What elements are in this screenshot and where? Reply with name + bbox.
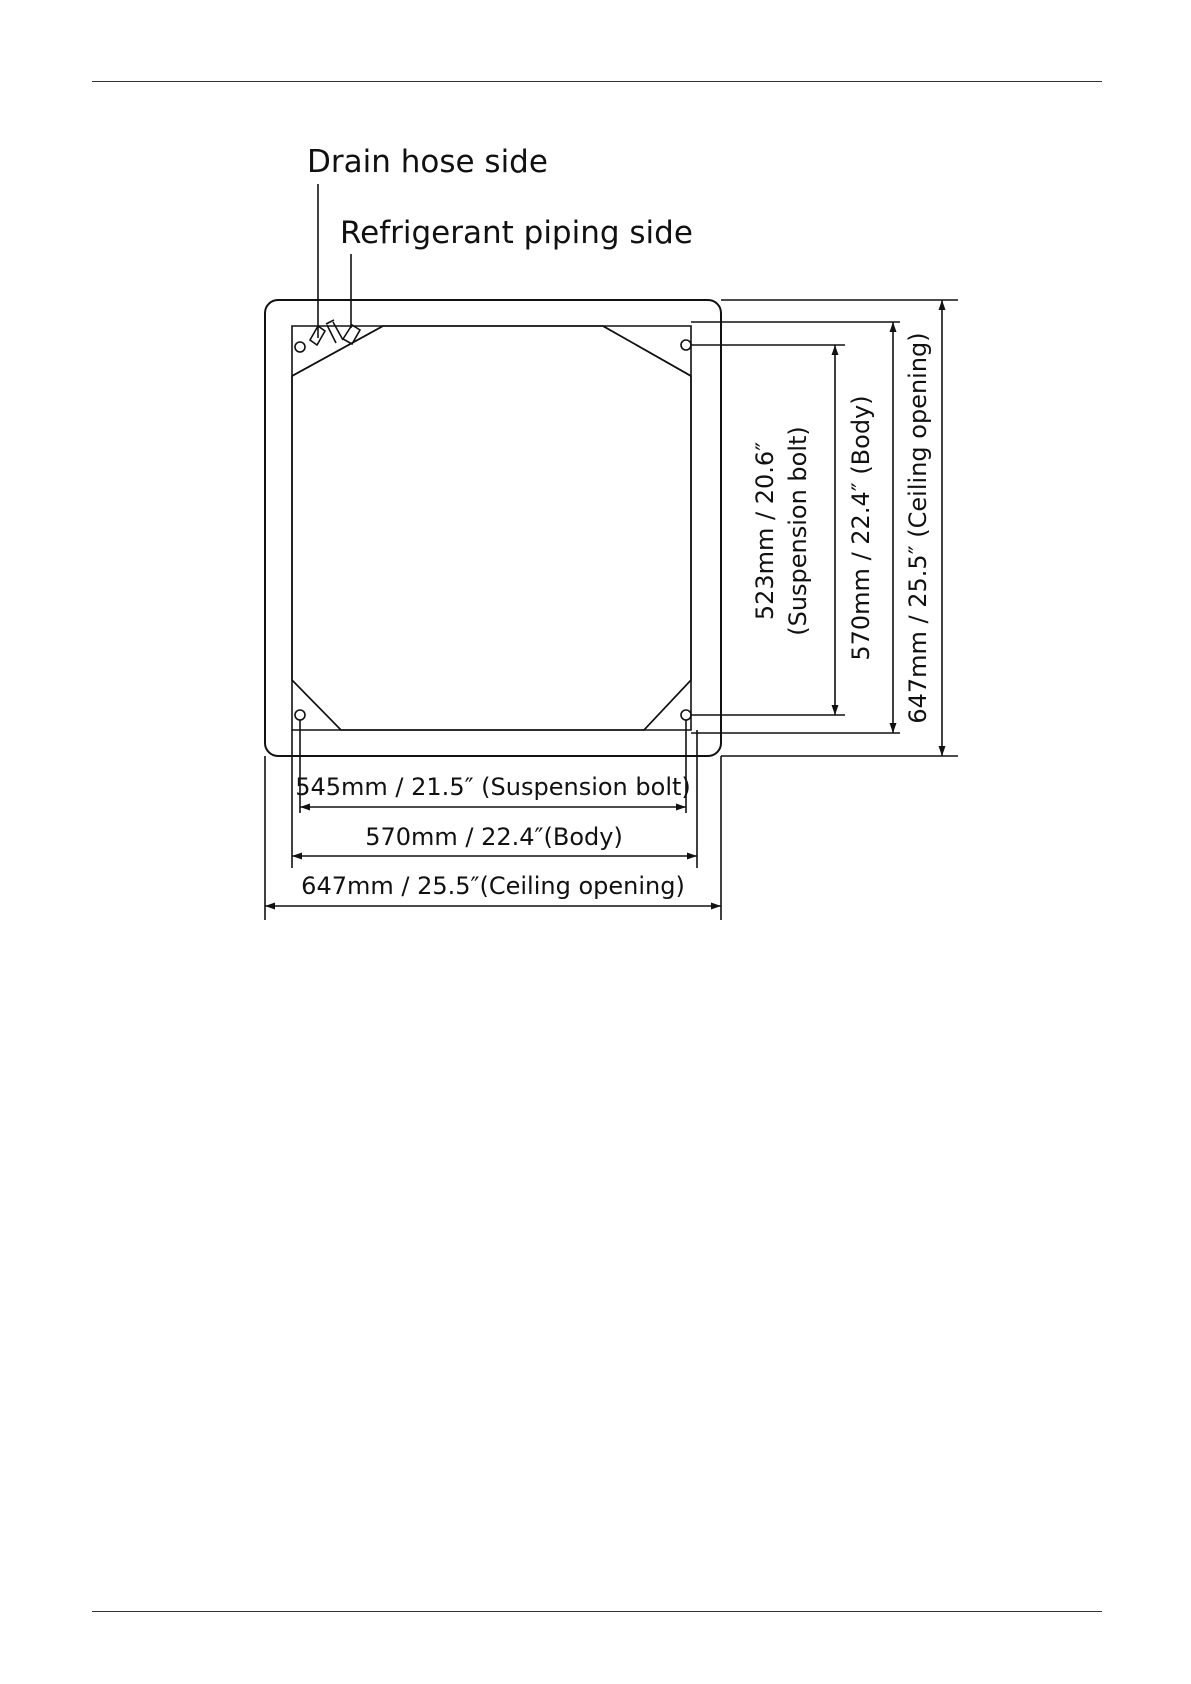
suspension-bolt-hole-bl [295,710,305,720]
dim-text-suspension-bolt-v-line1: 523mm / 20.6″ [751,441,779,621]
dim-text-ceiling-opening-v: 647mm / 25.5″ (Ceiling opening) [904,332,932,724]
corner-bracket-bottom-right [644,680,691,730]
unit-body-outline [292,326,691,730]
suspension-bolt-hole-tl [295,342,305,352]
dim-text-suspension-bolt-v-line2: (Suspension bolt) [784,426,812,636]
corner-bracket-top-right [603,326,691,376]
dim-text-body-h: 570mm / 22.4″(Body) [365,823,623,851]
dim-text-ceiling-opening-h: 647mm / 25.5″(Ceiling opening) [301,872,685,900]
refrigerant-piping-side-label: Refrigerant piping side [340,215,693,251]
suspension-bolt-hole-tr [681,340,691,350]
ceiling-opening-outline [265,300,721,756]
drain-hose-side-label: Drain hose side [307,144,548,180]
dim-text-body-v: 570mm / 22.4″ (Body) [847,395,875,661]
inner-panel-outline [292,326,691,730]
dim-text-suspension-bolt-h: 545mm / 21.5″ (Suspension bolt) [295,773,691,801]
suspension-bolt-hole-br [681,710,691,720]
corner-bracket-top-left [292,326,383,376]
